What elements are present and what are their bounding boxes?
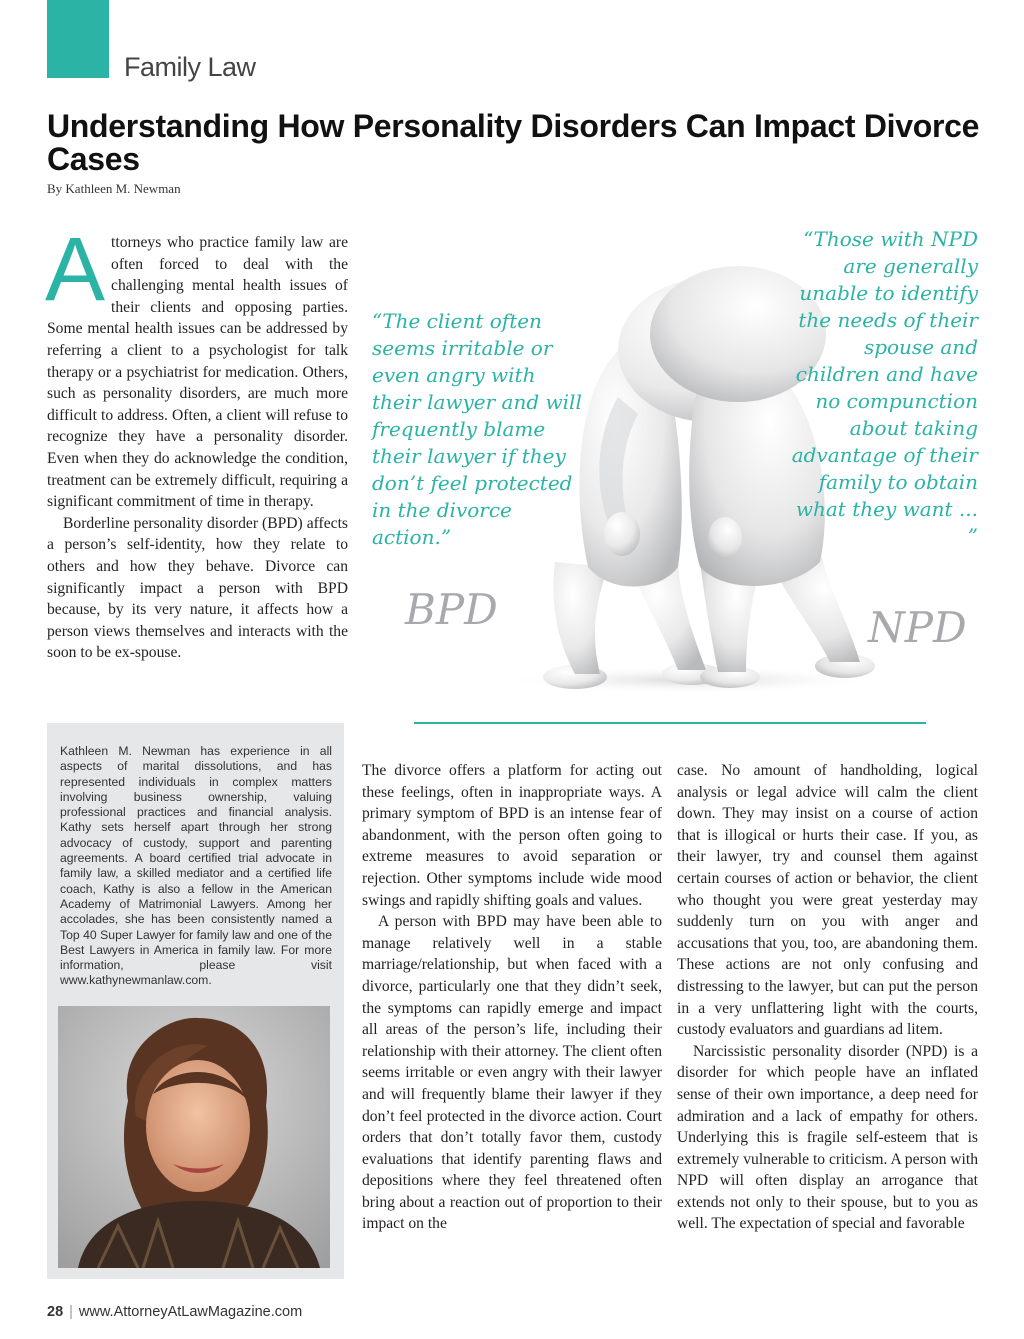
- byline: By Kathleen M. Newman: [47, 181, 181, 196]
- article-title: Understanding How Personality Disorders Can Impact Divorce Cases: [47, 108, 980, 177]
- section-label: Family Law: [124, 52, 256, 82]
- intro-paragraph-2: Borderline personality disorder (BPD) affects a person’s self-identity, how they relate to others and how they behave. Divorce can significantly impact a person with BPD because, by its very nature, it affects how a person views themselves and interacts with the soon to be ex-spouse.: [47, 514, 348, 662]
- page-footer: 28 | www.AttorneyAtLawMagazine.com: [47, 1304, 303, 1320]
- intro-column: [45, 220, 348, 664]
- body-paragraph: case. No amount of handholding, logical analysis or legal advice will calm the client down. They may insist on a course of action that is illogical or hurts their case. If you, as their lawyer, try and counsel them against certain courses of action or behavior, the client who thought you were great yesterday may suddenly turn on you with anger and accusations that you, too, are abandoning them. These actions are not only confusing and distressing to the lawyer, but can put the person in a very unflattering light with the courts, custody evaluators and guardians ad litem.: [677, 762, 978, 1039]
- body-column-2: [362, 760, 662, 1235]
- intro-paragraph-1: [45, 220, 348, 513]
- body-column-3: [677, 760, 978, 1235]
- author-bio-text: Kathleen M. Newman has experience in all aspects of marital dissolutions, and has represented individuals in complex matters involving business ownership, valuing professional practices and financial analysis. Kathy sets herself apart through her strong advocacy of custody, support and parenting agreements. A board certified trial advocate in family law, a skilled mediator and a certified life coach, Kathy is also a fellow in the American Academy of Matrimonial Lawyers. Among her accolades, she has been consistently named a Top 40 Super Lawyer for family law and one of the Best Lawyers in America in family law. For more information, please visit www.kathynewmanlaw.com.: [60, 744, 332, 988]
- page-number: 28: [47, 1304, 64, 1320]
- body-paragraph: The divorce offers a platform for acting out these feelings, often in inappropriate ways. A primary symptom of BPD is an intense fear of abandonment, with the person often going to extreme measures to avoid separation or rejection. Other symptoms include wide mood swings and rapidly shifting goals and values.: [362, 762, 662, 909]
- pull-quote-npd: “Those with NPD are generally unable to identify the needs of their spouse and children and have no compunction about taking advantage of their family to obtain what they want ... ”: [791, 227, 978, 548]
- drop-cap: A: [45, 220, 106, 320]
- section-color-block: [47, 0, 109, 78]
- intro-paragraph-1-text: ttorneys who practice family law are often forced to deal with the challenging mental health issues of their clients and opposing parties. Some mental health issues can be addressed by referring a client to a psychologist for talk therapy or a psychiatrist for medication. Others, such as personality disorders, are much more difficult to address. Often, a client will refuse to recognize they have a personality disorder. Even when they do acknowledge the condition, treatment can be extremely difficult, requiring a significant commitment of time in therapy.: [47, 234, 348, 511]
- author-photo: [58, 1006, 330, 1268]
- body-paragraph: Narcissistic personality disorder (NPD) is a disorder for which people have an inflated sense of their own importance, a deep need for admiration and a lack of empathy for others. Underlying this is fragile self-esteem that is extremely vulnerable to criticism. A person with NPD will often display an arrogance that extends not only to their spouse, but to you as well. The expectation of special and favorable: [677, 1042, 978, 1233]
- label-bpd: BPD: [405, 585, 498, 634]
- label-npd: NPD: [868, 603, 967, 652]
- pull-quote-bpd: “The client often seems irritable or even angry with their lawyer and will frequently blame their lawyer if they don’t feel protected in the divorce action.”: [372, 309, 582, 549]
- body-paragraph: A person with BPD may have been able to manage relatively well in a stable marriage/relationship, but when faced with a divorce, particularly one that they didn’t seek, the symptoms can rapidly emerge and impact all areas of the person’s life, including their relationship with their attorney. The client often seems irritable or even angry with their lawyer and will frequently blame their lawyer if they don’t feel protected in the divorce action. Court orders that don’t totally favor them, custody evaluations that identify parenting flaws and depositions where they feel threatened often bring about a reaction out of proportion to their impact on the: [362, 913, 662, 1233]
- divider-rule: [414, 722, 926, 724]
- footer-website: www.AttorneyAtLawMagazine.com: [78, 1304, 303, 1320]
